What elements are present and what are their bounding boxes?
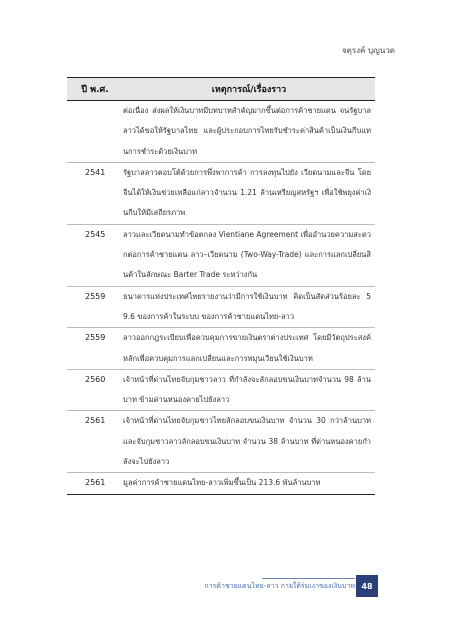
row-event: เจ้าหน้าที่ด่านไทยจับกุมชาวลาว ที่กำลังจะลักลอบขนเงินบาทจำนวน 98 ล้านบาท ข้ามด่านหนองคายไปยังลาว [123, 374, 371, 405]
row-year: 2545 [85, 229, 106, 239]
row-year: 2561 [85, 416, 106, 426]
row-year: 2559 [85, 333, 106, 343]
table-row [67, 101, 375, 163]
row-year: 2560 [85, 374, 106, 384]
row-event: ลาวออกกฎระเบียบเพื่อควบคุมการขายเงินตราต่างประเทศ โดยมีวัตถุประสงค์หลักเพื่อควบคุมการแลกเปลี่ยนและการหมุนเวียนใช้เงินบาท [123, 333, 371, 363]
column-header-year: ปี พ.ศ. [81, 85, 109, 95]
table-row [67, 225, 375, 287]
row-event: รัฐบาลลาวตอบโต้ด้วยการพึ่งพาการค้า การลงทุนไปยัง เวียดนามและจีน โดยจีนได้ให้เงินช่วยเหลือแก่ลาวจำนวน 1.21 ล้านเหรียญสหรัฐฯ เพื่อใช้พยุงค่าเงินกีบให้มีเสถียรภาพ [123, 167, 371, 218]
page-number: 48 [356, 575, 378, 597]
row-event: เจ้าหน้าที่ด่านไทยจับกุมชาวไทยลักลอบขนเงินบาท จำนวน 30 กว่าล้านบาท และจับกุมชาวลาวลักลอบขนเงินบาท จำนวน 38 ล้านบาท ที่ด่านหนองคายกำลังจะไปยังลาว [123, 416, 371, 467]
row-year [67, 101, 123, 162]
table-row [67, 411, 375, 473]
footer-divider [262, 578, 355, 579]
row-year: 2559 [85, 291, 106, 301]
row-year: 2541 [85, 167, 106, 177]
table-header [67, 77, 375, 101]
row-event: ลาวและเวียดนามทำข้อตกลง Vientiane Agreement เพื่ออำนวยความสะดวกต่อการค้าชายแดน ลาว–เวียดนาม (Two-Way-Trade) และการแลกเปลี่ยนสินค้าในลักษณะ Barter Trade ระหว่างกัน [123, 229, 371, 280]
row-event: มูลค่าการค้าชายแดนไทย-ลาวเพิ่มขึ้นเป็น 213.6 พันล้านบาท [123, 478, 321, 488]
running-footer-title: การค้าชายแดนไทย-ลาว กายใต้ร่มเงาของเงินบาท [204, 582, 355, 590]
table-row [67, 473, 375, 494]
column-header-event: เหตุการณ์/เรื่องราว [211, 85, 287, 95]
table-row [67, 328, 375, 370]
history-table [67, 77, 375, 495]
table-row [67, 163, 375, 225]
table-row [67, 287, 375, 329]
row-event: ต่อเนื่อง ส่งผลให้เงินบาทมีบทบาทสำคัญมากขึ้นต่อการค้าชายแดน จนรัฐบาลลาวได้ขอให้รัฐบาลไทย และผู้ประกอบการไทยรับชำระค่าสินค้าเป็นเงินกีบแทนการชำระด้วยเงินบาท [123, 106, 371, 156]
author-name: จตุรงค์ บุญนวด [341, 46, 395, 55]
row-year: 2561 [85, 478, 106, 488]
row-event: ธนาคารแห่งประเทศไทยรายงานว่ามีการใช้เงินบาท คิดเป็นสัดส่วนร้อยละ 59.6 ของการค้าในระบบ ของการค้าชายแดนไทย-ลาว [123, 291, 371, 321]
table-row [67, 370, 375, 412]
